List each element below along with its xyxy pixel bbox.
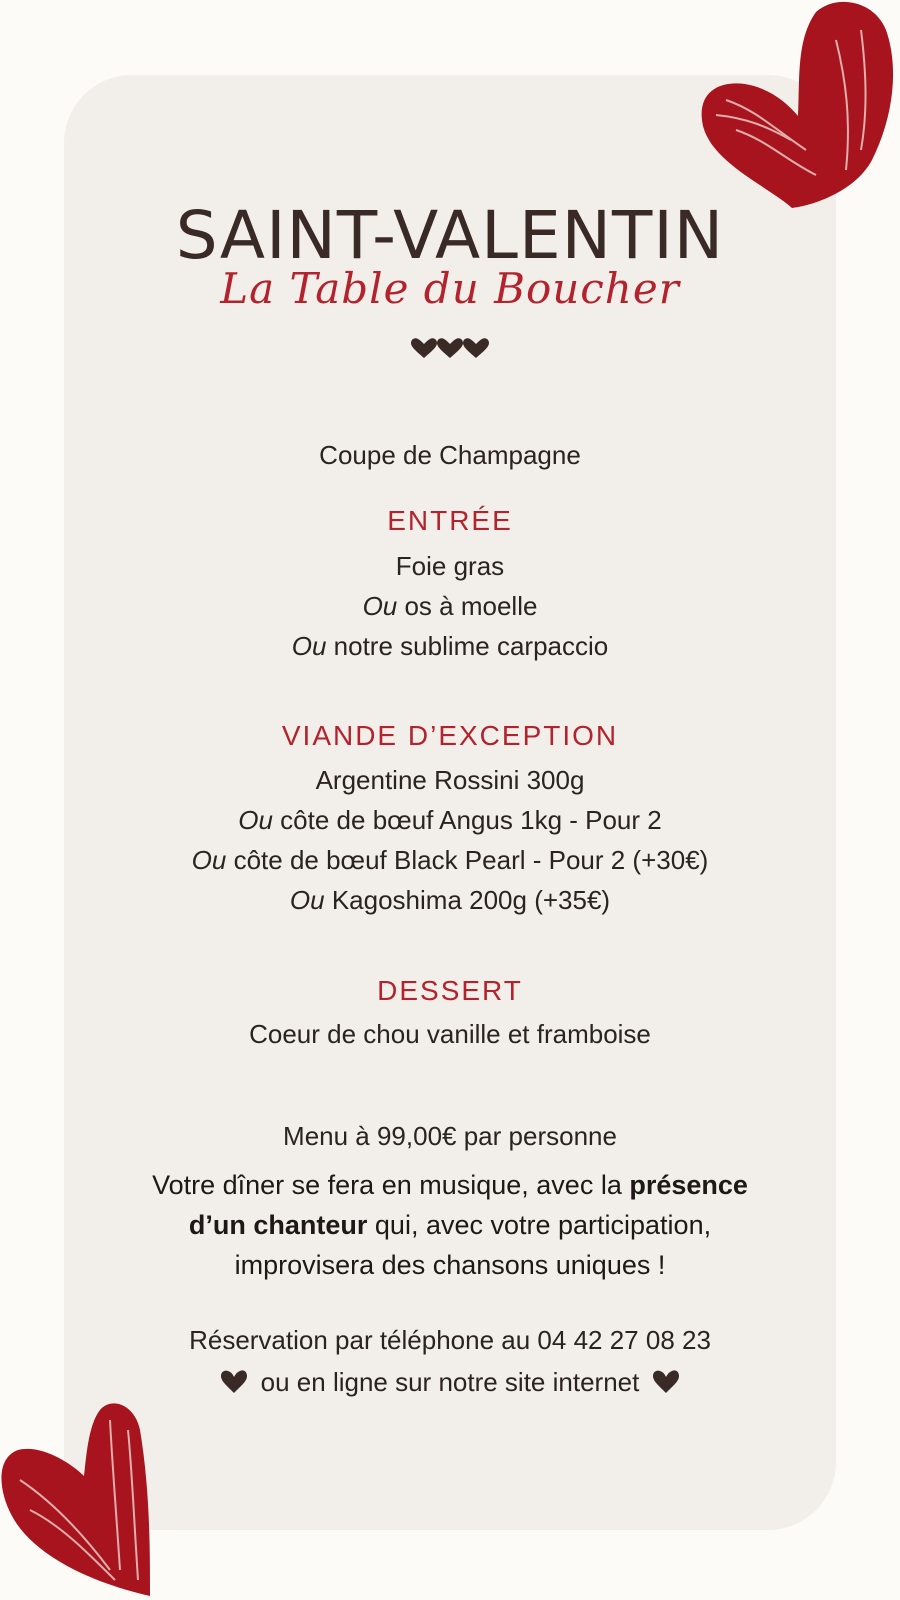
heart-brush-icon	[696, 0, 900, 212]
viande-heading: VIANDE D’EXCEPTION	[281, 720, 619, 751]
three-hearts-icon	[411, 338, 489, 360]
viande-item: Ou Kagoshima 200g (+35€)	[289, 885, 611, 915]
restaurant-name: La Table du Boucher	[220, 264, 680, 313]
dessert-heading: DESSERT	[377, 975, 523, 1006]
reservation-phone: Réservation par téléphone au 04 42 27 08 23	[189, 1325, 711, 1355]
music-announcement: Votre dîner se fera en musique, avec la présence d’un chanteur qui, avec votre participation, improvisera des chansons uniques !	[152, 1170, 748, 1280]
entree-item: Ou os à moelle	[362, 591, 538, 621]
heart-brush-icon	[0, 1400, 160, 1600]
small-heart-icon	[653, 1370, 679, 1394]
page-title: SAINT-VALENTIN	[175, 197, 725, 274]
entree-item: Ou notre sublime carpaccio	[291, 631, 609, 661]
entree-item: Foie gras	[395, 551, 505, 581]
entree-heading: ENTRÉE	[387, 505, 513, 536]
reservation-online: ou en ligne sur notre site internet	[0, 1364, 900, 1400]
viande-item: Argentine Rossini 300g	[315, 765, 585, 795]
champagne-item: Coupe de Champagne	[319, 440, 581, 470]
viande-item: Ou côte de bœuf Black Pearl - Pour 2 (+30€)	[191, 845, 709, 875]
viande-item: Ou côte de bœuf Angus 1kg - Pour 2	[238, 805, 662, 835]
menu-price: Menu à 99,00€ par personne	[283, 1121, 617, 1151]
small-heart-icon	[221, 1370, 247, 1394]
dessert-item: Coeur de chou vanille et framboise	[249, 1019, 651, 1049]
